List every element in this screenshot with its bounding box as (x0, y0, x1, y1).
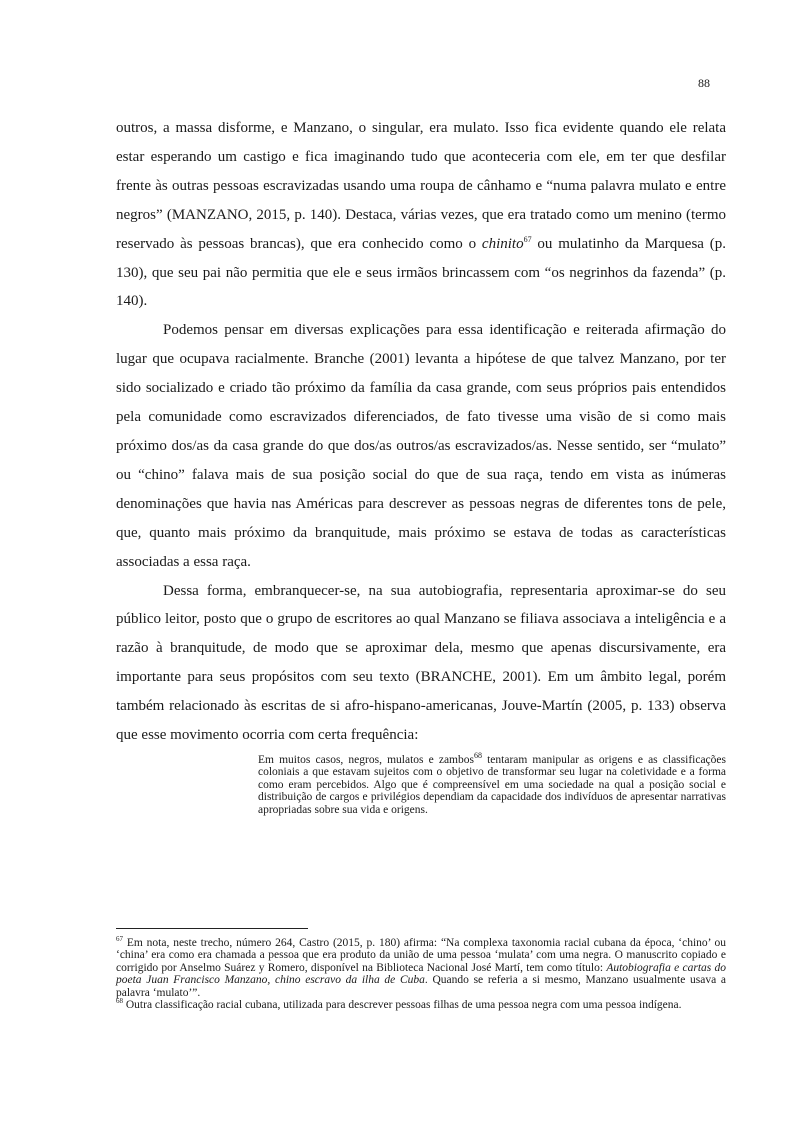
page-number: 88 (698, 76, 710, 90)
footnote-68-text: Outra classificação racial cubana, utilizada para descrever pessoas filhas de uma pessoa negra com uma pessoa indígena. (123, 999, 682, 1012)
footnote-67 (116, 937, 726, 999)
footnote-separator (116, 928, 308, 929)
chinito-term: chinito (481, 235, 524, 252)
paragraph-2: Podemos pensar em diversas explicações para essa identificação e reiterada afirmação do lugar que ocupava racialmente. Branche (2001) levanta a hipótese de que talvez Manzano, por ter sido socializado e criado tão próximo da família da casa grande, com seus próprios pais entendidos pela comunidade como escravizados diferenciados, de fato tivesse uma visão de si como mais próximo dos/as da casa grande do que dos/as outros/as escravizados/as. Nesse sentido, ser “mulato” ou “chino” falava mais de sua posição social do que de sua raça, tendo em vista as inúmeras denominações que havia nas Américas para descrever as pessoas negras de diferentes tons de pele, que, quanto mais próximo da branquitude, mais próximo se estava de todas as características associadas a essa raça. (116, 322, 726, 570)
footnote-67-book-title: Autobiografia e cartas do poeta Juan Francisco Manzano, chino escravo da ilha de Cuba (116, 961, 727, 987)
footnote-67-text-b: . Quando se referia a si mesmo, Manzano usualmente usava a palavra ‘mulato’”. (116, 974, 726, 999)
paragraph-3: Dessa forma, embranquecer-se, na sua autobiografia, representaria aproximar-se do seu público leitor, posto que o grupo de escritores ao qual Manzano se filiava associava a inteligência e a razão à branquitude, de modo que se aproximar dela, mesmo que apenas discursivamente, era importante para seus propósitos com seu texto (BRANCHE, 2001). Em um âmbito legal, porém também relacionado às escritas de si afro-hispano-americanas, Jouve-Martín (2005, p. 133) observa que esse movimento ocorria com certa frequência: (116, 582, 726, 744)
paragraph-1-text-b: ou mulatinho da Marquesa (p. 130), que seu pai não permitia que ele e seus irmãos brincassem com “os negrinhos da fazenda” (p. 140). (116, 235, 727, 310)
block-quote-text-b: tentaram manipular as origens e as classificações coloniais a que estavam sujeitos com o objetivo de transformar seu lugar na coletividade e a forma como eram percebidos. Algo que é compreensível em uma sociedade na qual a posição social e distribuição de cargos e privilégios dependiam da capacidade dos indivíduos de apresentar narrativas apropriadas sobre sua vida e origens. (258, 754, 726, 816)
block-quote (258, 751, 726, 816)
footnote-marker: 67 (116, 935, 123, 944)
block-quote-text-a: Em muitos casos, negros, mulatos e zambos (258, 754, 474, 766)
main-text (116, 114, 726, 750)
footnote-ref-67: 67 (523, 234, 532, 244)
footnote-marker: 68 (116, 997, 123, 1006)
paragraph-1 (116, 114, 726, 316)
paragraph-1-text-a: outros, a massa disforme, e Manzano, o singular, era mulato. Isso fica evidente quando ele relata estar esperando um castigo e fica imaginando tudo que aconteceria com ele, em ter que desfilar frente às outras pessoas escravizadas usando uma roupa de cânhamo e “numa palavra mulato e entre negros” (MANZANO, 2015, p. 140). Destaca, várias vezes, que era tratado como um menino (termo reservado às pessoas brancas), que era conhecido como o (116, 120, 726, 252)
footnote-68 (116, 999, 726, 1011)
footnote-67-text-a: Em nota, neste trecho, número 264, Castro (2015, p. 180) afirma: “Na complexa taxonomia racial cubana da época, ‘chino’ ou ‘china’ era como era chamada a pessoa que era produto da união de uma pessoa ‘mulata’ com uma negra. O manuscrito copiado e corrigido por Anselmo Suárez y Romero, disponível na Biblioteca Nacional José Martí, tem como título: (116, 937, 726, 974)
footnotes (116, 937, 726, 1012)
footnote-ref-68: 68 (473, 751, 482, 761)
